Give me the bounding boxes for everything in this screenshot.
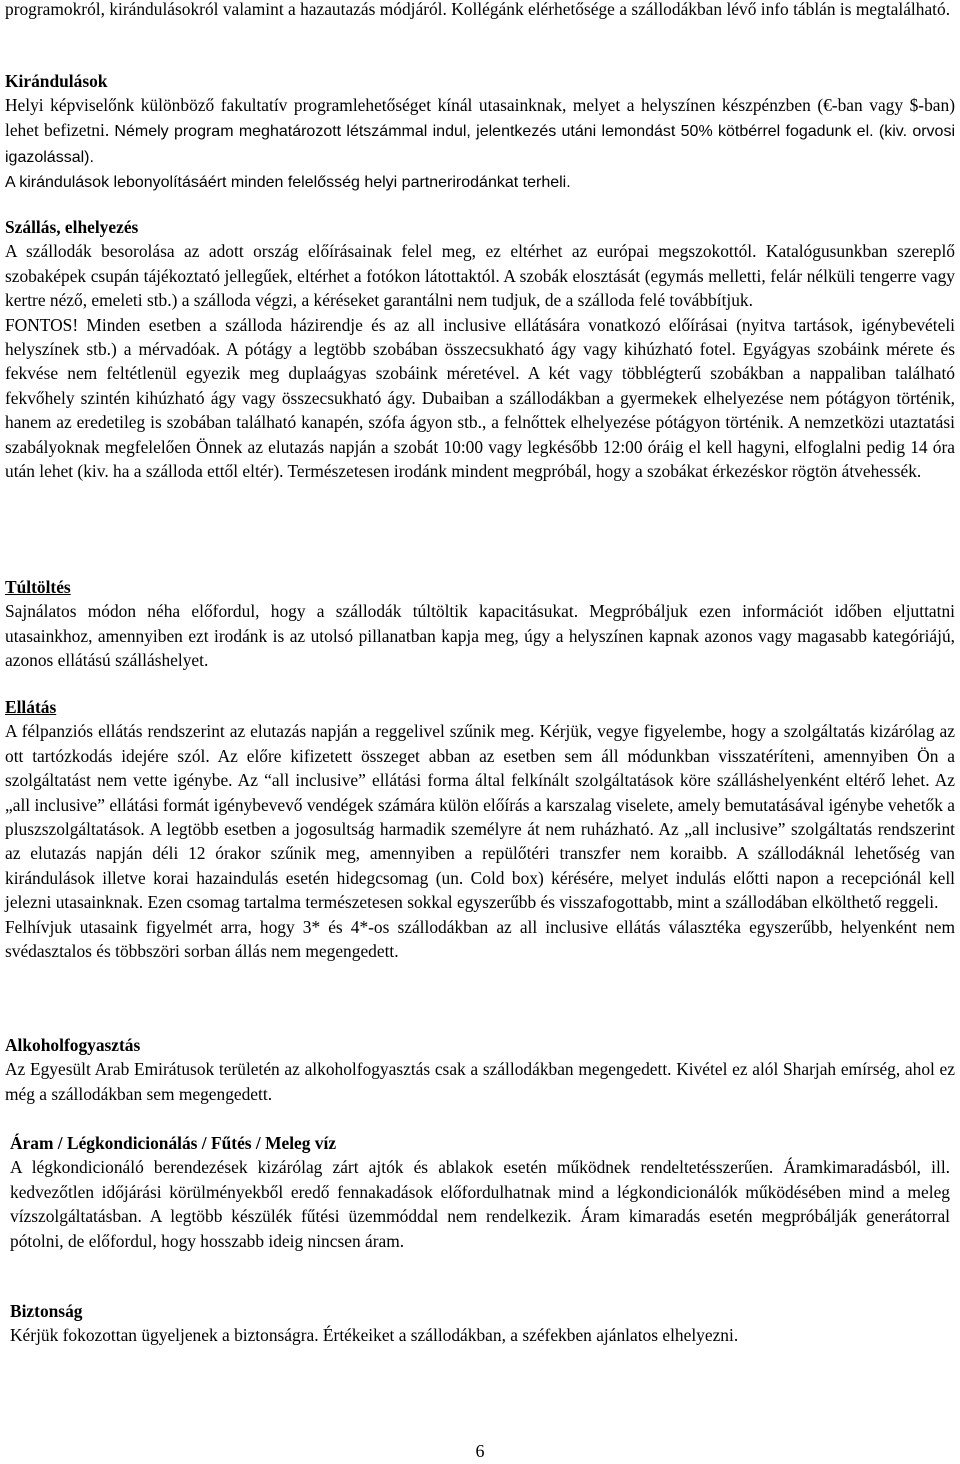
section-ellatas — [5, 695, 955, 963]
alkohol-paragraph: Az Egyesült Arab Emirátusok területén az alkoholfogyasztás csak a szállodákban megengedett. Kivétel ez alól Sharjah emírség, ahol ez még a szállodákban sem megengedett. — [5, 1059, 955, 1104]
szallas-paragraph-2: FONTOS! Minden esetben a szálloda házirendje és az all inclusive ellátására vonatkozó előírásai (nyitva tartások, igénybevételi helyszínek stb.) a mérvadóak. A pótágy a legtöbb szobában összecsukható ágy vagy kihúzható fotel. Egyágyas szobáink mérete és fekvése nem feltétlenül egyezik meg duplaágyas szobáink méretével. A két vagy többlégterű szobákban a nappaliban található fekvőhely szintén kihúzható ágy vagy összecsukható ágy. Dubaiban a szállodákban a gyermekek elhelyezése nem pótágyon történik, hanem az eredetileg is szobában található kanapén, szófa ágyon stb., a felnőttek elhelyezése pótágyon történik. A nemzetközi utaztatási szabályoknak megfelelően Önnek az elutazás napján a szobát 10:00 vagy legkésőbb 12:00 óráig el kell hagyni, elfoglalni pedig 14 óra után lehet (kiv. ha a szálloda ettől eltér). Természetesen irodánk mindent megpróbál, hogy a szobákat érkezéskor rögtön átvehessék. — [5, 314, 955, 482]
section-tultoltes — [5, 575, 955, 673]
intro-paragraph — [5, 0, 955, 21]
section-kirandulasok — [5, 69, 955, 195]
heading-kirandulasok: Kirándulások — [5, 71, 108, 91]
heading-ellatas: Ellátás — [5, 697, 57, 717]
heading-szallas: Szállás, elhelyezés — [5, 217, 139, 237]
biztonsag-paragraph: Kérjük fokozottan ügyeljenek a biztonságra. Értékeiket a szállodákban, a széfekben ajánlatos elhelyezni. — [10, 1325, 739, 1346]
kirandulasok-text-sans: Némely program meghatározott létszámmal indul, jelentkezés utáni lemondást 50% kötbérrel fogadunk el. (kiv. orvosi igazolással). — [5, 122, 955, 167]
section-alkohol — [5, 1033, 955, 1106]
szallas-paragraph-1: A szállodák besorolása az adott ország előírásainak felel meg, ez eltérhet az európai megszokottól. Katalógusunkban szereplő szobaképek csupán tájékoztató jellegűek, eltérhet a fotókon látottaktól. A szobák elosztását (egymás melletti, felár nélküli tengerre vagy kertre néző, emeleti stb.) a szálloda végzi, a kéréseket garantálni nem tudjuk, de a szálloda felé továbbítjuk. — [5, 241, 955, 311]
section-szallas — [5, 215, 955, 483]
heading-biztonsag: Biztonság — [10, 1301, 83, 1321]
heading-tultoltes: Túltöltés — [5, 577, 71, 597]
heading-aram: Áram / Légkondicionálás / Fűtés / Meleg víz — [10, 1133, 337, 1153]
tultoltes-paragraph: Sajnálatos módon néha előfordul, hogy a szállodák túltöltik kapacitásukat. Megpróbáljuk ezen információt időben eljuttatni utasainkhoz, amennyiben ezt irodánk is az utolsó pillanatban kapja meg, úgy a helyszínen kapnak azonos vagy magasabb kategóriájú, azonos ellátású szálláshelyet. — [5, 601, 955, 671]
ellatas-paragraph-1: A félpanziós ellátás rendszerint az elutazás napján a reggelivel szűnik meg. Kérjük, vegye figyelembe, hogy a szolgáltatás kizárólag az ott tartózkodás idejére szól. Az előre kifizetett összeget abban az esetben sem áll módunkban visszatéríteni, amennyiben Ön a szolgáltatást nem vette igénybe. Az “all inclusive” ellátási forma által felkínált szolgáltatások köre szálláshelyenként eltérő lehet. Az „all inclusive” ellátási formát igénybevevő vendégek számára külön előírás a karszalag viselete, amely bemutatásával igénybe vehetők a pluszszolgáltatások. A legtöbb esetben a jogosultság harmadik személyre át nem ruházható. Az „all inclusive” szolgáltatás rendszerint az elutazás napján déli 12 órakor szűnik meg, amennyiben a repülőtéri transzfer nem koraibb. A szállodáknál lehetőség van kirándulások illetve korai hazaindulás esetén hidegcsomag (un. Cold box) kérésére, melyet indulás előtti napon a recepciónál kell jelezni utasainknak. Ezen csomag tartalma természetesen sokkal egyszerűbb és visszafogottabb, mint a szállodában elkölthető reggeli. — [5, 721, 955, 913]
kirandulasok-paragraph — [5, 93, 955, 170]
aram-paragraph: A légkondicionáló berendezések kizárólag zárt ajtók és ablakok esetén működnek rendeltetésszerűen. Áramkimaradásból, ill. kedvezőtlen időjárási körülményekből eredő fennakadások előfordulhatnak mind a légkondicionálók működésében mind a meleg vízszolgáltatásban. A legtöbb készülék fűtési üzemmóddal nem rendelkezik. Áram kimaradás esetén megpróbálják generátorral pótolni, de előfordul, hogy hosszabb ideig nincsen áram. — [10, 1157, 950, 1251]
section-biztonsag — [10, 1299, 950, 1348]
section-aram — [10, 1131, 950, 1253]
ellatas-paragraph-2: Felhívjuk utasaink figyelmét arra, hogy 3* és 4*-os szállodákban az all inclusive ellátás választéka egyszerűbb, helyenként nem svédasztalos és többszöri sorban állás nem megengedett. — [5, 916, 955, 962]
kirandulasok-text-serif: Helyi képviselőnk különböző fakultatív programlehetőséget kínál utasainknak, melyet a helyszínen készpénzben (€-ban vagy $-ban) lehet befizetni. — [5, 95, 955, 140]
kirandulasok-paragraph-2: A kirándulások lebonyolításáért minden felelősség helyi partnerirodánkat terheli. — [5, 173, 571, 191]
page-number: 6 — [475, 1441, 485, 1461]
intro-text: programokról, kirándulásokról valamint a hazautazás módjáról. Kollégánk elérhetősége a szállodákban lévő info táblán is megtalálható. — [5, 0, 951, 19]
heading-alkohol: Alkoholfogyasztás — [5, 1035, 141, 1055]
